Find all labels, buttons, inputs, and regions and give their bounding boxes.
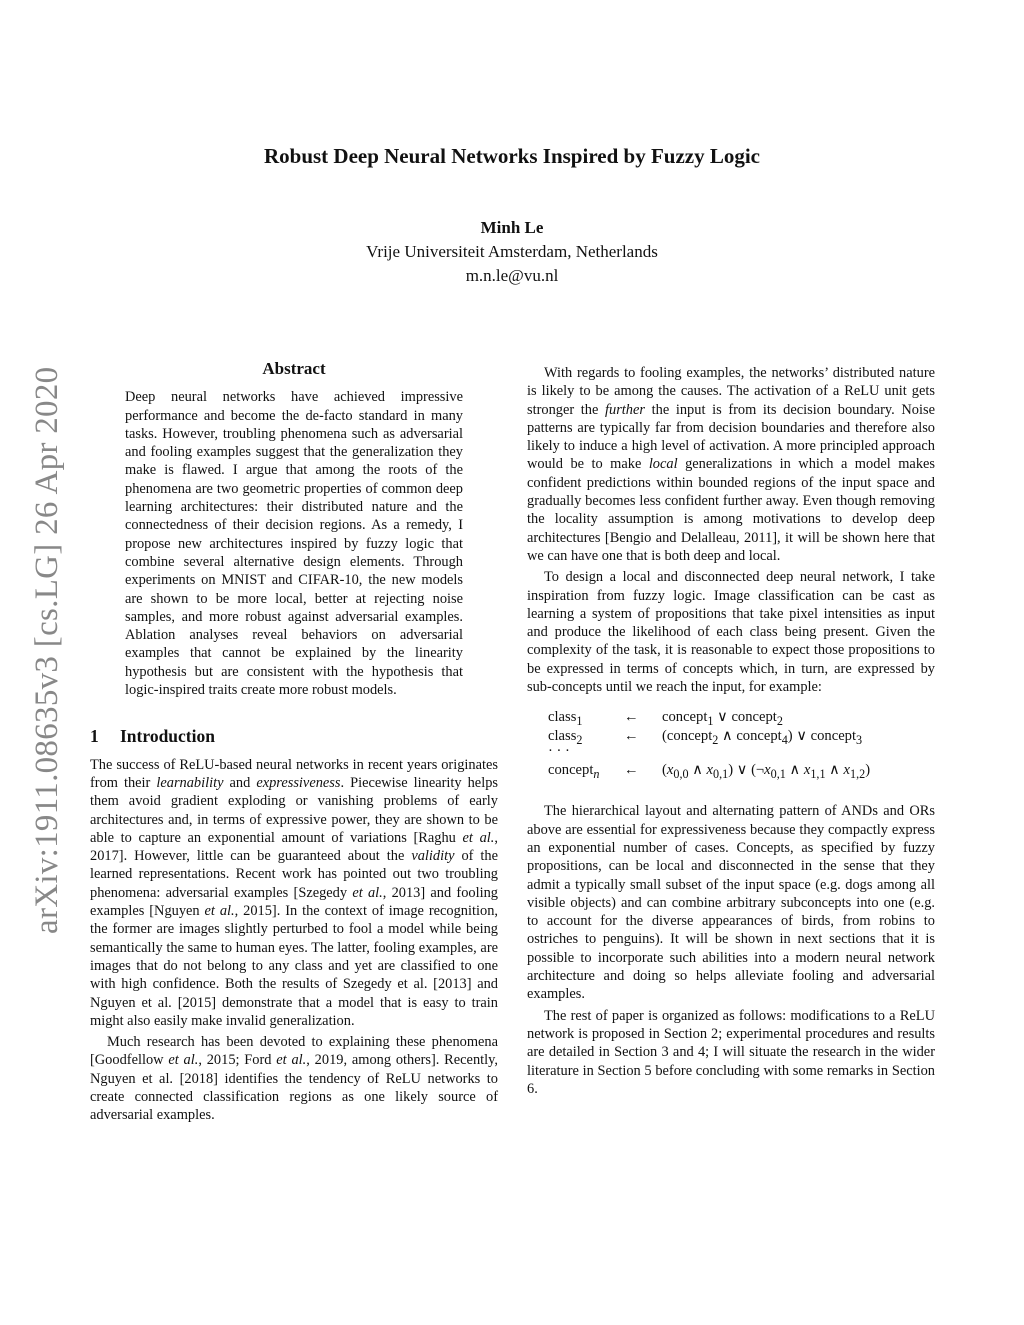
author-block: [0, 216, 1024, 288]
equation-ellipsis: · · ·: [548, 743, 570, 760]
equation-row-2: class$_2$ ← (concept$_2$ ∧ concept$_4$) ∨ concept$_3$: [548, 728, 863, 748]
section-number: 1: [90, 726, 99, 747]
section-title: Introduction: [120, 726, 215, 747]
author-email: m.n.le@vu.nl: [465, 266, 559, 285]
intro-paragraph-2: Much research has been devoted to explaining these phenomena [Goodfellow et al., 2015; Ford et al., 2019, among others]. Recently, Nguyen et al. [2018] identifies the tendency of ReLU networks to create connected classification regions as one likely source of adversarial examples.: [90, 1034, 498, 1124]
equation-block: [548, 708, 935, 786]
author-name: Minh Le: [480, 218, 544, 237]
intro-paragraph-4: To design a local and disconnected deep neural network, I take inspiration from fuzzy logic. Image classification can be cast as learning a system of propositions that take pixel intensities as input and produce the likelihood of each class being present. Given the complexity of the task, it is reasonable to expect those propositions to be expressed in terms of concepts which, in turn, are expressed by sub-concepts until we reach the input, for example:: [527, 569, 935, 696]
abstract-text: Deep neural networks have achieved impressive performance and become the de-facto standard in many tasks. However, troubling phenomena such as adversarial and fooling examples suggest that the generalization they make is flawed. I argue that among the roots of the phenomena are two geometric properties of common deep learning architectures: their distributed nature and the connectedness of their decision regions. As a remedy, I propose new architectures inspired by fuzzy logic that combine several alternative design elements. Through experiments on MNIST and CIFAR-10, the new models are shown to be more local, better at rejecting noise samples, and more robust against adversarial examples. Ablation analyses reveal behaviors on adversarial examples that cannot be explained by the linearity hypothesis but are consistent with the hypothesis that logic-inspired traits create more robust models.: [125, 389, 463, 699]
intro-paragraph-1: The success of ReLU-based neural networks in recent years originates from their learnability and expressiveness. Piecewise linearity helps them avoid gradient exploding or vanishing problems of early architectures and, in terms of expressive power, they are shown to be able to capture an exponential amount of variations [Raghu et al., 2017]. However, little can be guaranteed about the validity of the learned representations. Recent work has pointed out two troubling phenomena: adversarial examples [Szegedy et al., 2013] and fooling examples [Nguyen et al., 2015]. In the context of image recognition, the former are images slightly perturbed to fool a model while being semantically the same to human eyes. The latter, fooling examples, are images that do not belong to any class and yet are classified to one with high confidence. Both the results of Szegedy et al. [2013] and Nguyen et al. [2015] demonstrate that a model that is easy to train might also easily make invalid generalization.: [90, 756, 499, 1029]
author-affiliation: Vrije Universiteit Amsterdam, Netherlands: [366, 242, 658, 261]
left-column: [90, 360, 498, 1125]
abstract-heading: Abstract: [262, 359, 326, 378]
section-heading-introduction: [90, 727, 498, 745]
intro-paragraph-6: The rest of paper is organized as follows: modifications to a ReLU network is proposed in Section 2; experimental procedures and results are detailed in Section 3 and 4; I will situate the research in the wider literature in Section 5 before concluding with some remarks in Section 6.: [527, 1007, 935, 1097]
equation-row-3: concept$_n$ ← ($x_{0,0}$ ∧ $x_{0,1}$) ∨ ($\neg x_{0,1}$ ∧ $x_{1,1}$ ∧ $x_{1,2}$): [548, 762, 871, 782]
paper-title: Robust Deep Neural Networks Inspired by Fuzzy Logic: [263, 144, 761, 168]
arxiv-identifier: arXiv:1911.08635v3 [cs.LG] 26 Apr 2020: [29, 366, 65, 934]
intro-paragraph-5: The hierarchical layout and alternating pattern of ANDs and ORs above are essential for expressiveness because they compactly express an exponential number of cases. Concepts, as specified by fuzzy propositions, can be local and disconnected in the sense that they admit a typically small subset of the input space (e.g. dogs among all visible objects) and can combine arbitrary subconcepts into one (e.g. to account for the diverse appearances of birds, from robins to ostriches to penguins). It will be shown in next sections that it is possible to incorporate such abilities into a modern neural network architecture and doing so helps alleviate fooling and adversarial examples.: [527, 803, 935, 1003]
equation-row-1: class$_1$ ← concept$_1$ ∨ concept$_2$: [548, 709, 783, 729]
intro-paragraph-3: With regards to fooling examples, the networks’ distributed nature is likely to be among the causes. The activation of a ReLU unit gets stronger the further the input is from its decision boundary. Noise patterns are typically far from decision boundaries and therefore also likely to induce a high level of activation. A more principled approach would be to make local generalizations in which a model makes confident predictions within bounded regions of the input space and gradually becomes less confident further away. Even though removing the locality assumption is among motivations to develop deep architectures [Bengio and Delalleau, 2011], it will be shown here that we can have one that is both deep and local.: [527, 365, 936, 564]
right-column: [527, 364, 935, 1098]
